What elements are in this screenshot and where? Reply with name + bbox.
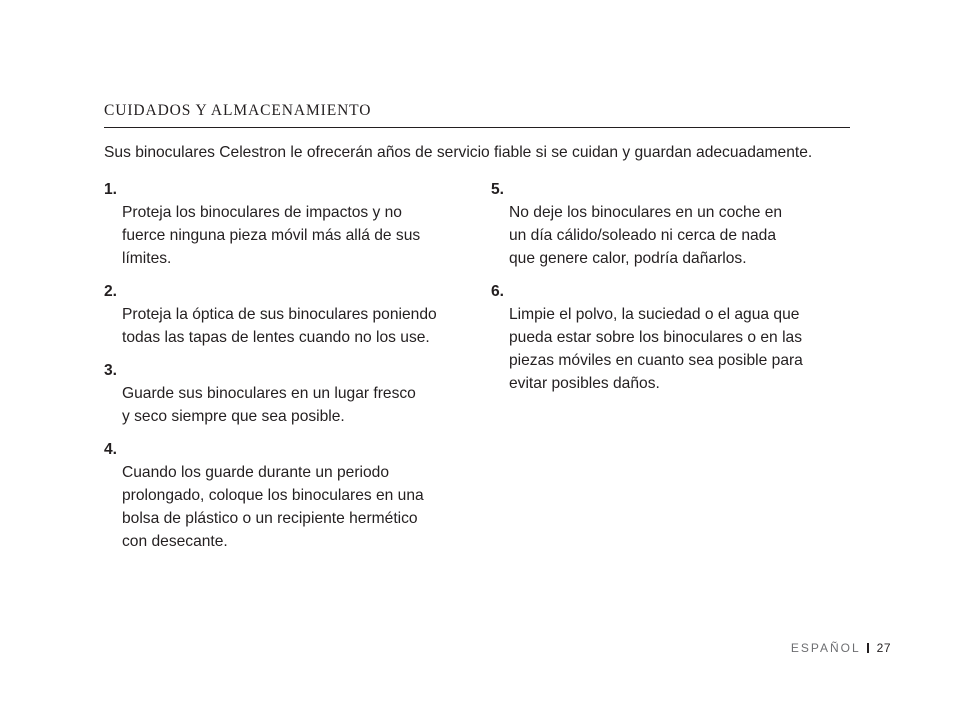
care-list-left — [104, 178, 474, 563]
list-item — [104, 359, 474, 428]
item-text: Limpie el polvo, la suciedad o el agua que pueda estar sobre los binoculares o en las piezas móviles en cuanto sea posible para evitar posibles daños. — [509, 306, 803, 392]
intro-paragraph: Sus binoculares Celestron le ofrecerán años de servicio fiable si se cuidan y guardan adecuadamente. — [104, 144, 813, 161]
list-item — [491, 280, 841, 395]
item-text: Guarde sus binoculares en un lugar fresco y seco siempre que sea posible. — [122, 385, 416, 425]
footer-language: ESPAÑOL — [790, 641, 861, 655]
item-number: 5. — [491, 181, 505, 198]
item-number: 2. — [104, 283, 118, 300]
item-text: Proteja los binoculares de impactos y no fuerce ninguna pieza móvil más allá de sus límites. — [122, 204, 421, 267]
list-item — [104, 438, 474, 553]
footer-separator — [867, 643, 869, 653]
item-text: No deje los binoculares en un coche en un día cálido/soleado ni cerca de nada que genere calor, podría dañarlos. — [509, 204, 783, 267]
section-title: CUIDADOS Y ALMACENAMIENTO — [104, 102, 372, 119]
item-number: 3. — [104, 362, 118, 379]
item-number: 4. — [104, 441, 118, 458]
item-number: 6. — [491, 283, 505, 300]
list-item — [104, 178, 474, 270]
list-item — [491, 178, 841, 270]
item-text: Cuando los guarde durante un periodo prolongado, coloque los binoculares en una bolsa de plástico o un recipiente hermético con desecante. — [122, 464, 424, 550]
page-footer — [791, 640, 891, 656]
page-number: 27 — [876, 641, 891, 655]
list-item — [104, 280, 474, 349]
care-list-right — [491, 178, 841, 405]
item-number: 1. — [104, 181, 118, 198]
item-text: Proteja la óptica de sus binoculares poniendo todas las tapas de lentes cuando no los use. — [122, 306, 437, 346]
title-divider — [104, 127, 850, 128]
